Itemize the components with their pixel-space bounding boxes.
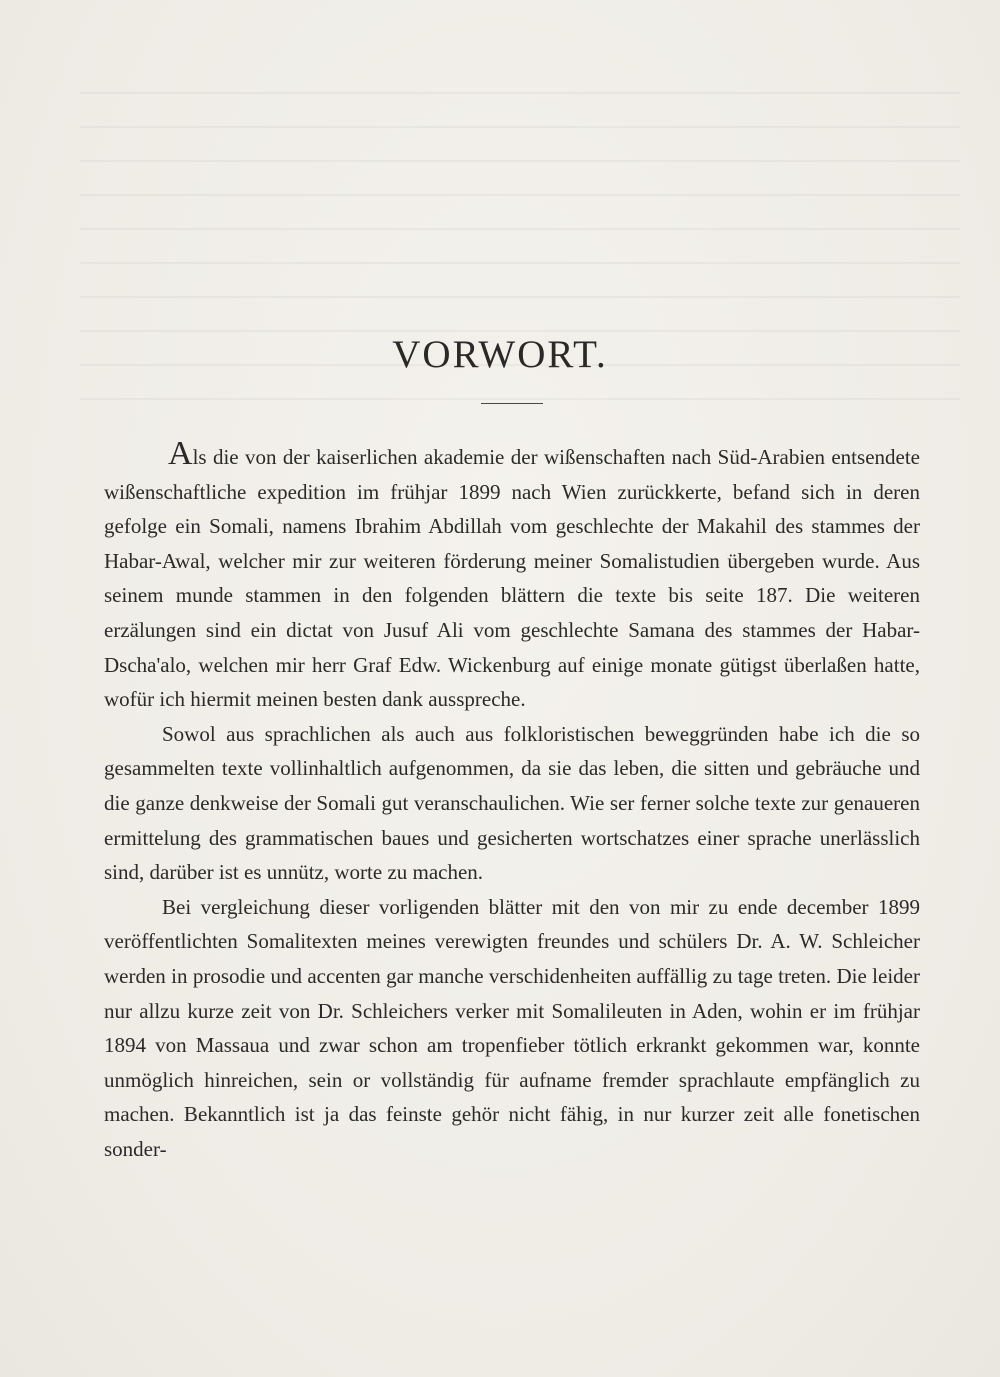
paragraph-1-text: ls die von der kaiserlichen akademie der wißenschaften nach Süd-Arabien entsendete wißenschaftliche expedition im frühjar 1899 nach Wien zurückkerte, befand sich in deren gefolge ein Somali, namens Ibrahim Abdillah vom geschlechte der Makahil des stammes der Habar-Awal, welcher mir zur weiteren förderung meiner Somalistudien übergeben wurde. Aus seinem munde stammen in den folgenden blättern die texte bis seite 187. Die weiteren erzälungen sind ein dictat von Jusuf Ali vom geschlechte Samana des stammes der Habar-Dscha'alo, welchen mir herr Graf Edw. Wickenburg auf einige monate gütigst überlaßen hatte, wofür ich hiermit meinen besten dank ausspreche. <box>104 445 920 712</box>
initial-letter: A <box>168 435 193 472</box>
body-text <box>104 435 920 1166</box>
page-title: VORWORT. <box>392 333 608 376</box>
paragraph-1 <box>104 435 920 717</box>
paragraph-2: Sowol aus sprachlichen als auch aus folkloristischen beweggründen habe ich die so gesammelten texte vollinhaltlich aufgenommen, da sie das leben, die sitten und gebräuche und die ganze denkweise der Somali gut veranschaulichen. Wie ser ferner solche texte zur genaueren ermittelung des grammatischen baues und gesicherten wortschatzes einer sprache unerlässlich sind, darüber ist es unnütz, worte zu machen. <box>104 721 920 885</box>
paragraph-3: Bei vergleichung dieser vorligenden blätter mit den von mir zu ende december 1899 veröffentlichten Somalitexten meines verewigten freundes und schülers Dr. A. W. Schleicher werden in prosodie und accenten gar manche verschidenheiten auffällig zu tage treten. Die leider nur allzu kurze zeit von Dr. Schleichers verker mit Somalileuten in Aden, wohin er im frühjar 1894 von Massaua und zwar schon am tropenfieber tötlich erkrankt gekommen war, konnte unmöglich hinreichen, sein or vollständig für aufname fremder sprachlaute empfänglich zu machen. Bekanntlich ist ja das feinste gehör nicht fähig, in nur kurzer zeit alle fonetischen sonder- <box>104 894 920 1161</box>
title-rule <box>481 403 543 404</box>
